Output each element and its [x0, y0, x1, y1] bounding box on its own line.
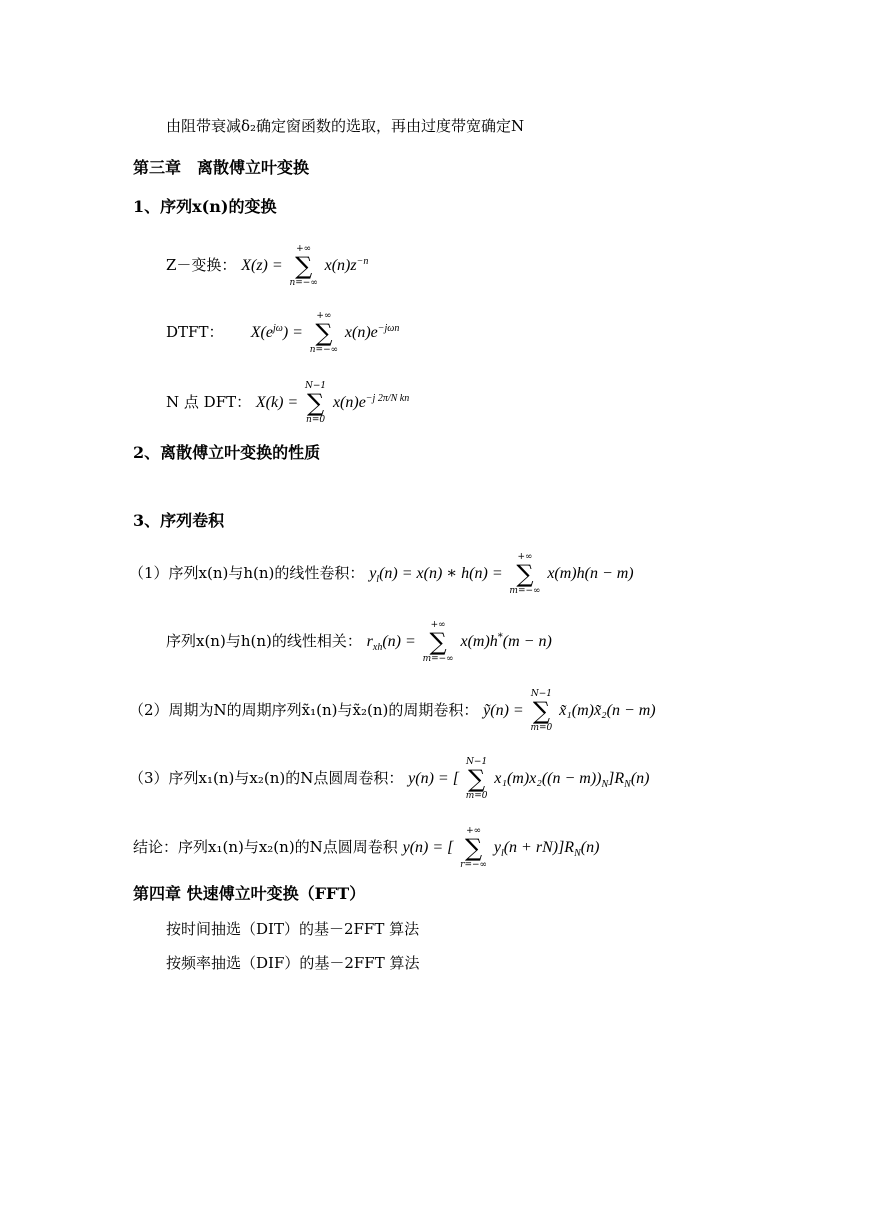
- circular-convolution-line: [129, 757, 650, 801]
- dft-label: N 点 DFT：: [166, 393, 252, 411]
- dtft-exponent: −jωn: [377, 323, 400, 334]
- section2-title: 2、离散傅立叶变换的性质: [133, 443, 321, 462]
- periodic-convolution-rhs: x̃₁(m)x̃₂(n − m): [559, 702, 656, 719]
- conclusion-text: 结论：序列x₁(n)与x₂(n)的N点圆周卷积: [133, 838, 398, 856]
- z-transform-line: [166, 244, 368, 288]
- dtft-sum: +∞ ∑ n=−∞: [309, 311, 339, 355]
- linear-correlation-sup: *: [497, 632, 503, 643]
- dtft-lhs-end: ) =: [282, 324, 303, 341]
- circular-convolution-rhs: x₁(m)x₂((n − m)): [494, 770, 602, 787]
- circular-convolution-lhs: y(n) = [: [408, 770, 459, 787]
- conclusion-rhs: y: [493, 839, 501, 856]
- dft-exponent: −j 2π/N kn: [365, 393, 410, 404]
- periodic-convolution-text: （2）周期为N的周期序列x̃₁(n)与x̃₂(n)的周期卷积：: [129, 701, 479, 719]
- circular-convolution-mod-sub: N: [601, 779, 609, 790]
- dtft-label: DTFT：: [166, 323, 224, 341]
- z-exponent: −n: [356, 256, 369, 267]
- linear-correlation-lhs: r: [366, 633, 373, 650]
- section3-title: 3、序列卷积: [133, 511, 225, 530]
- linear-correlation-mid: (n) =: [382, 633, 416, 650]
- dft-rhs: x(n)e: [332, 394, 366, 411]
- chapter3-title: 第三章 离散傅立叶变换: [133, 158, 310, 177]
- conclusion-mid: (n + rN)]R: [503, 839, 575, 856]
- chapter4-title: 第四章 快速傅立叶变换（FFT）: [133, 884, 366, 903]
- periodic-convolution-line: [129, 689, 656, 733]
- window-selection-note: 由阻带衰减δ₂确定窗函数的选取，再由过度带宽确定N: [166, 117, 525, 135]
- z-sum: +∞ ∑ n=−∞: [289, 244, 318, 288]
- dif-fft-line: 按频率抽选（DIF）的基－2FFT 算法: [166, 954, 420, 972]
- linear-correlation-lhs-sub: xh: [372, 642, 383, 653]
- z-transform-rhs: x(n)z: [324, 257, 357, 274]
- dit-fft-line: 按时间抽选（DIT）的基－2FFT 算法: [166, 920, 420, 938]
- dft-line: [166, 381, 409, 425]
- conclusion-sum: +∞ ∑ r=−∞: [460, 826, 488, 870]
- circular-convolution-tail: (n): [630, 770, 650, 787]
- circular-convolution-sum: N−1 ∑ m=0: [465, 757, 488, 801]
- dtft-line: [166, 311, 399, 355]
- periodic-convolution-sum: N−1 ∑ m=0: [530, 689, 553, 733]
- linear-correlation-rhs: x(m)h: [460, 633, 498, 650]
- section1-title: 1、序列x(n)的变换: [133, 197, 277, 216]
- linear-convolution-lhs-sub: l: [376, 574, 380, 585]
- circular-convolution-end: ]R: [608, 770, 625, 787]
- conclusion-r-sub: N: [574, 848, 581, 859]
- linear-convolution-sum: +∞ ∑ m=−∞: [509, 552, 541, 596]
- dft-lhs: X(k) =: [255, 394, 299, 411]
- linear-convolution-mid: (n) = x(n) ∗ h(n) =: [379, 565, 503, 582]
- linear-convolution-text: （1）序列x(n)与h(n)的线性卷积：: [129, 564, 365, 582]
- z-transform-lhs: X(z) =: [241, 257, 283, 274]
- circular-convolution-text: （3）序列x₁(n)与x₂(n)的N点圆周卷积：: [129, 769, 404, 787]
- conclusion-tail: (n): [580, 839, 600, 856]
- z-transform-label: Z－变换：: [166, 256, 237, 274]
- conclusion-line: [133, 826, 599, 870]
- linear-convolution-lhs: y: [369, 565, 377, 582]
- linear-convolution-line: [129, 552, 634, 596]
- linear-convolution-rhs: x(m)h(n − m): [547, 565, 634, 582]
- dtft-rhs: x(n)e: [344, 324, 378, 341]
- linear-correlation-sum: +∞ ∑ m=−∞: [422, 620, 454, 664]
- circular-convolution-r-sub: N: [624, 779, 631, 790]
- periodic-convolution-lhs: ỹ(n) =: [483, 702, 524, 719]
- dft-sum: N−1 ∑ n=0: [305, 381, 327, 425]
- conclusion-lhs: y(n) = [: [402, 839, 454, 856]
- linear-correlation-end: (m − n): [502, 633, 552, 650]
- dtft-lhs: X(e: [250, 324, 273, 341]
- linear-correlation-line: [166, 620, 552, 664]
- linear-correlation-text: 序列x(n)与h(n)的线性相关：: [166, 632, 362, 650]
- dtft-lhs-exponent: jω: [272, 323, 283, 334]
- conclusion-rhs-sub: l: [500, 848, 504, 859]
